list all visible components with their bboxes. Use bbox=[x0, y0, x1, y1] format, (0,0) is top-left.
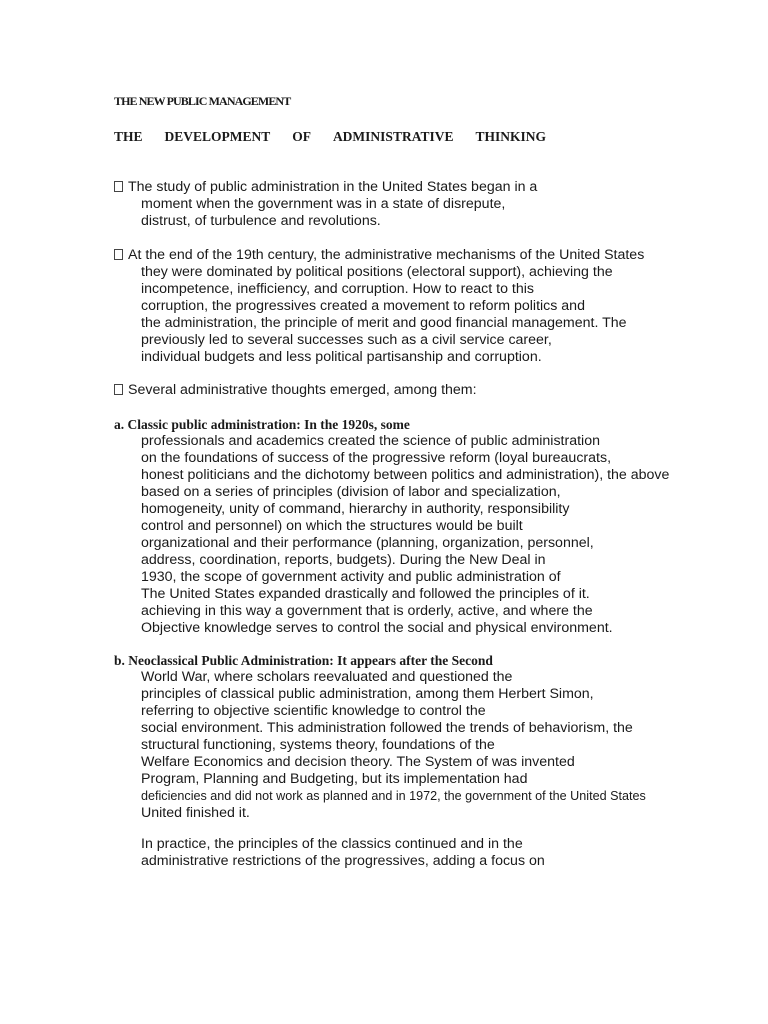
paragraph-line-text: The study of public administration in the United States began in a bbox=[128, 179, 538, 195]
paragraph-line-text: At the end of the 19th century, the administrative mechanisms of the United States bbox=[128, 247, 645, 263]
paragraph-line: organizational and their performance (planning, organization, personnel, bbox=[141, 535, 594, 551]
paragraph-line: individual budgets and less political partisanship and corruption. bbox=[141, 349, 542, 365]
paragraph-line: the administration, the principle of merit and good financial management. The bbox=[141, 315, 627, 331]
paragraph-line: professionals and academics created the science of public administration bbox=[141, 433, 600, 449]
paragraph-line: Welfare Economics and decision theory. The System of was invented bbox=[141, 754, 575, 770]
paragraph-line: they were dominated by political positions (electoral support), achieving the bbox=[141, 264, 613, 280]
bullet-paragraph-3 bbox=[114, 382, 477, 399]
paragraph-line: control and personnel) on which the structures would be built bbox=[141, 518, 523, 534]
paragraph-line: administrative restrictions of the progressives, adding a focus on bbox=[141, 853, 545, 869]
paragraph-line bbox=[114, 179, 537, 196]
bullet-box-icon bbox=[114, 181, 123, 192]
paragraph-line: 1930, the scope of government activity and public administration of bbox=[141, 569, 561, 585]
paragraph-line: deficiencies and did not work as planned and in 1972, the government of the United States bbox=[141, 789, 646, 803]
paragraph-line: incompetence, inefficiency, and corruption. How to react to this bbox=[141, 281, 534, 297]
paragraph-line-text: Several administrative thoughts emerged, among them: bbox=[128, 382, 477, 398]
document-subtitle bbox=[114, 129, 546, 145]
paragraph-line: The United States expanded drastically and followed the principles of it. bbox=[141, 586, 590, 602]
paragraph-line: address, coordination, reports, budgets). During the New Deal in bbox=[141, 552, 546, 568]
subtitle-word: ADMINISTRATIVE bbox=[332, 129, 454, 144]
paragraph-line: referring to objective scientific knowledge to control the bbox=[141, 703, 486, 719]
paragraph-line: principles of classical public administration, among them Herbert Simon, bbox=[141, 686, 594, 702]
paragraph-line: corruption, the progressives created a movement to reform politics and bbox=[141, 298, 585, 314]
paragraph-line: previously led to several successes such as a civil service career, bbox=[141, 332, 552, 348]
paragraph-line: based on a series of principles (division of labor and specialization, bbox=[141, 484, 561, 500]
subtitle-word: THE bbox=[114, 129, 143, 144]
paragraph-line: World War, where scholars reevaluated and questioned the bbox=[141, 669, 513, 685]
section-heading-line: a. Classic public administration: In the 1920s, some bbox=[114, 417, 410, 432]
bullet-paragraph-1 bbox=[114, 179, 537, 230]
paragraph-line bbox=[114, 382, 477, 399]
paragraph-line: social environment. This administration followed the trends of behaviorism, the bbox=[141, 720, 633, 736]
paragraph-line bbox=[114, 247, 644, 264]
paragraph-line: United finished it. bbox=[141, 805, 250, 821]
section-b-neoclassical bbox=[114, 652, 646, 822]
paragraph-line: In practice, the principles of the classics continued and in the bbox=[141, 836, 523, 852]
section-heading-line: b. Neoclassical Public Administration: It appears after the Second bbox=[114, 653, 493, 668]
subtitle-word: OF bbox=[292, 129, 311, 144]
paragraph-line: Objective knowledge serves to control the social and physical environment. bbox=[141, 620, 613, 636]
section-b-continuation bbox=[114, 836, 545, 870]
document-title: THE NEW PUBLIC MANAGEMENT bbox=[114, 94, 291, 108]
paragraph-line: Program, Planning and Budgeting, but its implementation had bbox=[141, 771, 528, 787]
bullet-box-icon bbox=[114, 384, 123, 395]
bullet-box-icon bbox=[114, 249, 123, 260]
bullet-paragraph-2 bbox=[114, 247, 644, 366]
paragraph-line: structural functioning, systems theory, foundations of the bbox=[141, 737, 495, 753]
paragraph-line: on the foundations of success of the progressive reform (loyal bureaucrats, bbox=[141, 450, 612, 466]
paragraph-line: achieving in this way a government that is orderly, active, and where the bbox=[141, 603, 593, 619]
subtitle-word: DEVELOPMENT bbox=[164, 129, 271, 144]
paragraph-line: moment when the government was in a state of disrepute, bbox=[141, 196, 506, 212]
paragraph-line: distrust, of turbulence and revolutions. bbox=[141, 213, 381, 229]
subtitle-word: THINKING bbox=[475, 129, 546, 144]
paragraph-line: honest politicians and the dichotomy between politics and administration), the above bbox=[141, 467, 670, 483]
paragraph-line: homogeneity, unity of command, hierarchy in authority, responsibility bbox=[141, 501, 570, 517]
section-a-classic bbox=[114, 416, 669, 637]
